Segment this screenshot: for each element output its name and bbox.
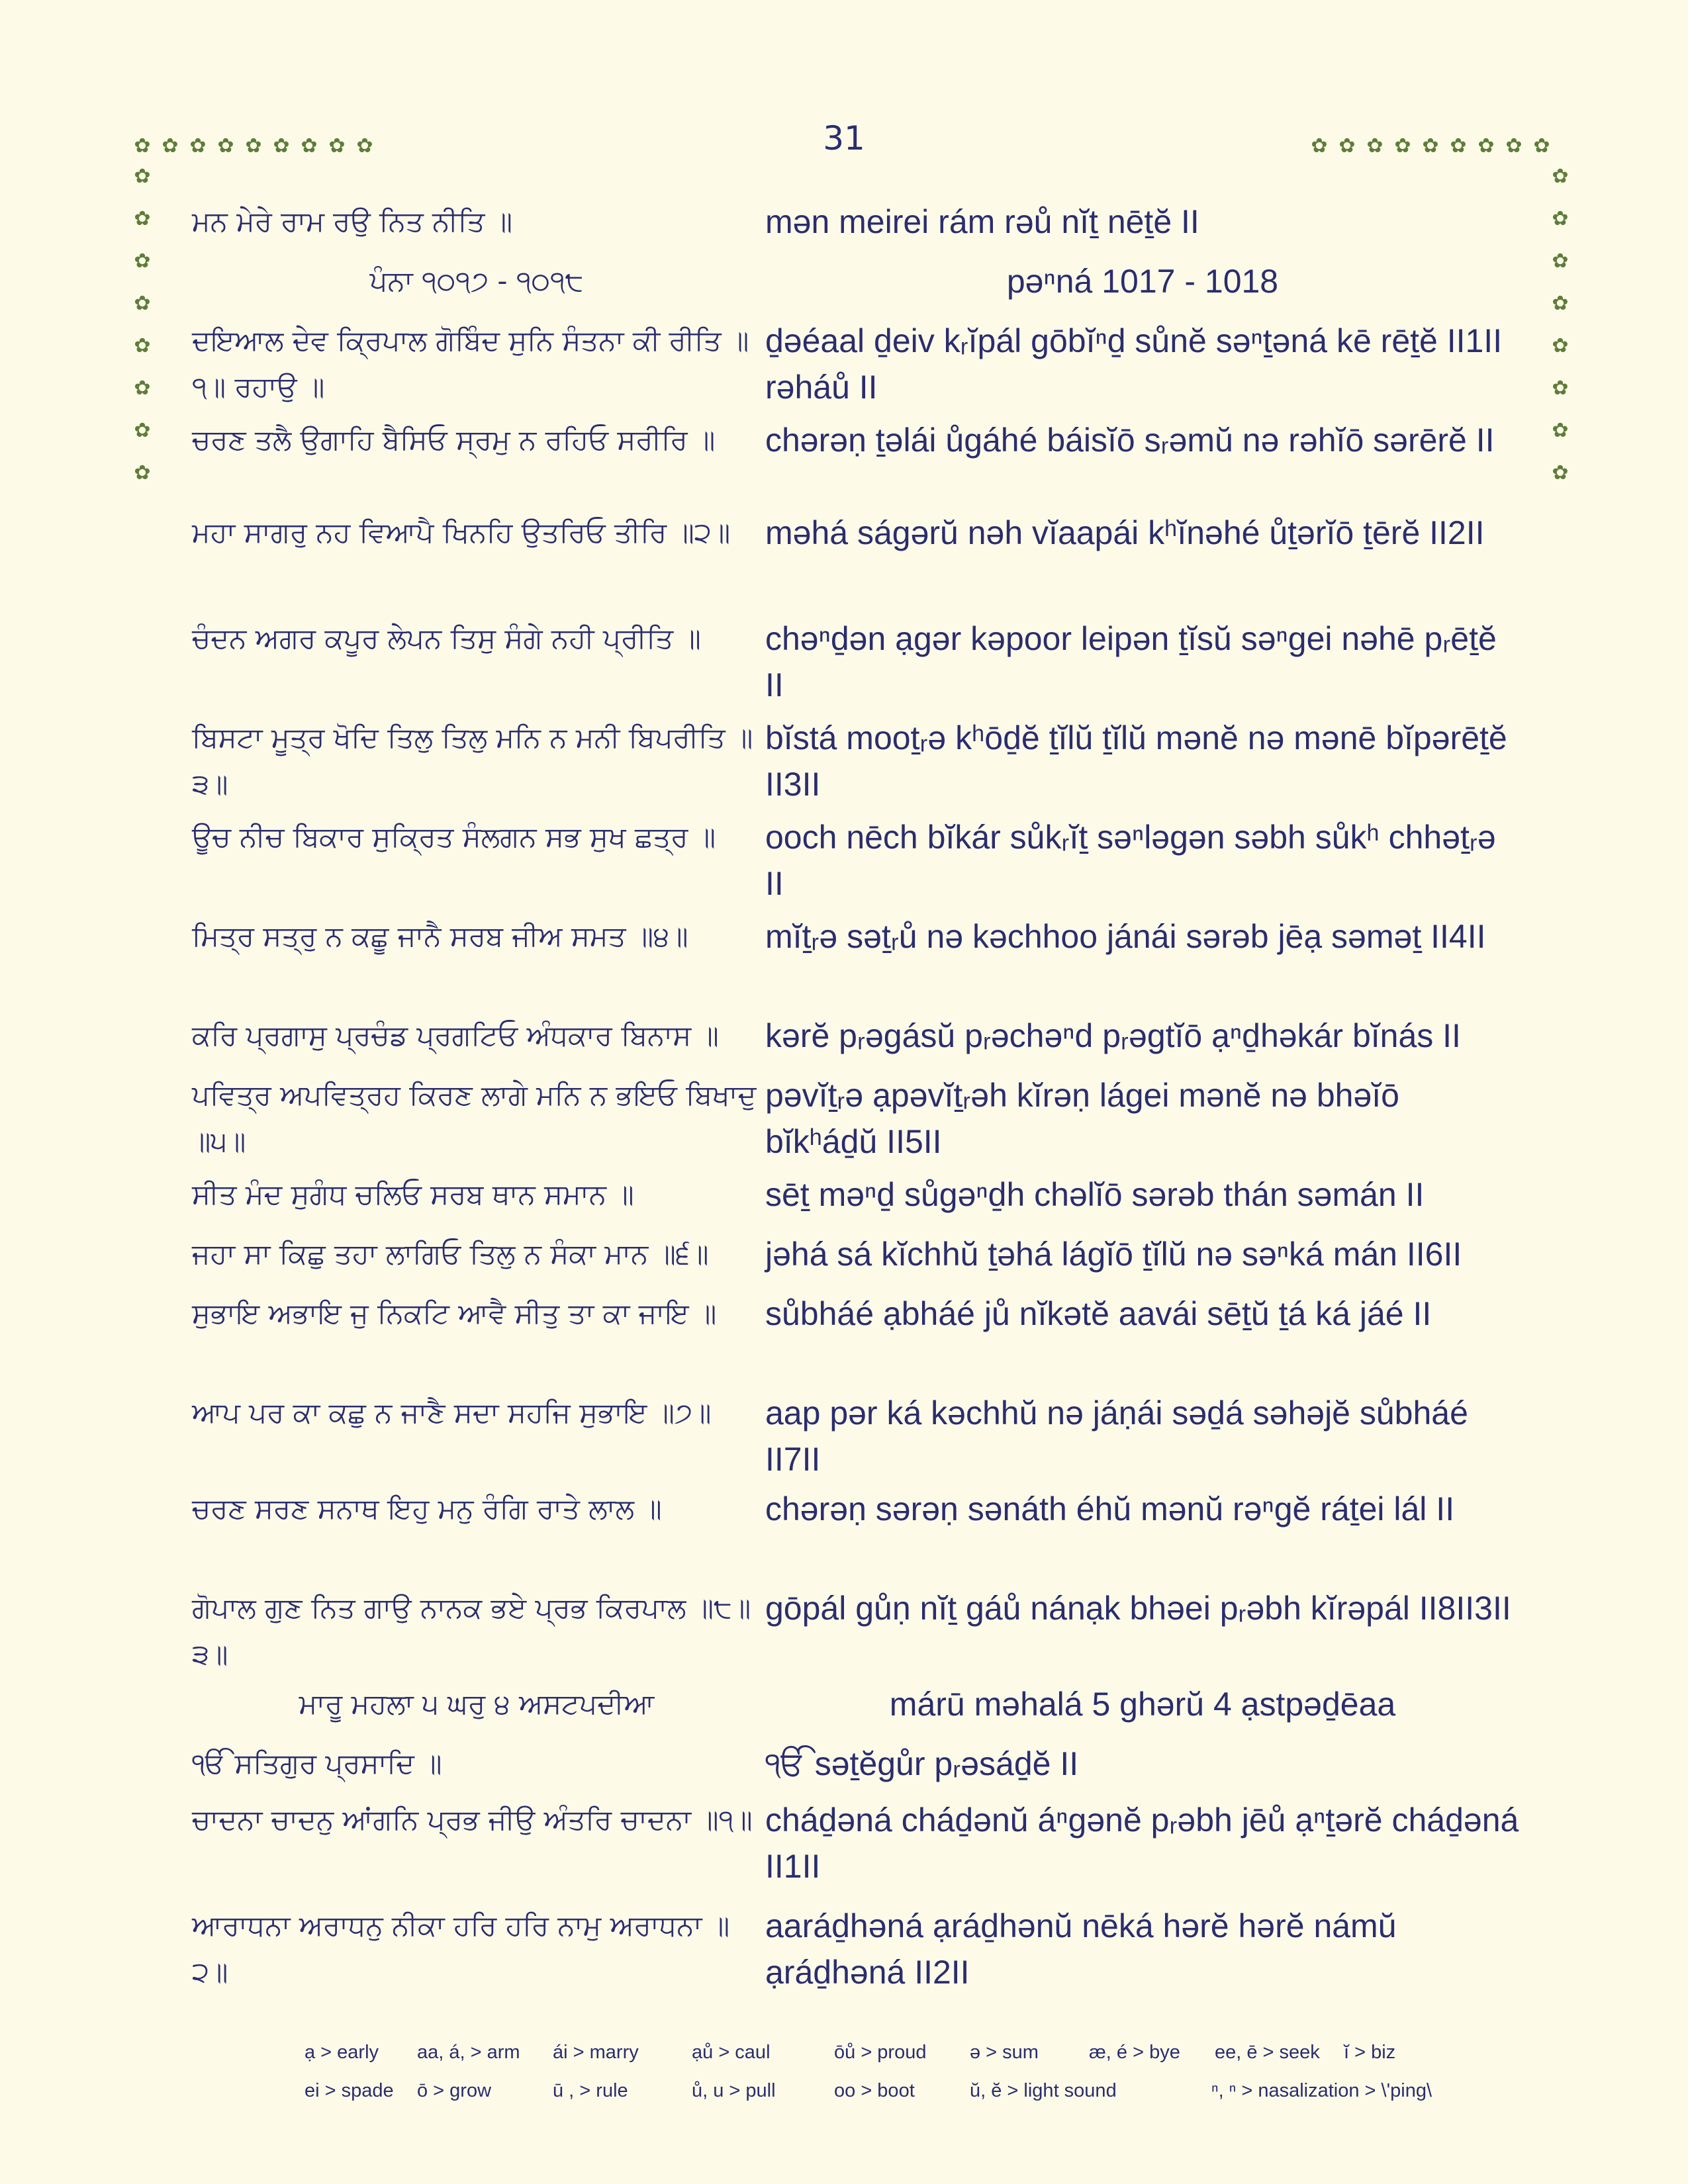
transliteration-text: márū məhalá 5 ghərŭ 4 ạstpəḏēaa bbox=[889, 1686, 1396, 1723]
flower-ornament-icon: ✿ bbox=[328, 134, 346, 158]
transliteration-text: sēṯ məⁿḏ sůgəⁿḏh chəlĭō sərəb thán səmán II bbox=[765, 1176, 1425, 1213]
flower-ornament-icon: ✿ bbox=[134, 134, 151, 158]
flower-ornament-icon: ✿ bbox=[189, 134, 207, 158]
legend-item: ee, ē > seek bbox=[1215, 2042, 1320, 2063]
verse-row bbox=[192, 1072, 1523, 1165]
gurmukhi-text: ਚਰਣ ਤਲੈ ਉਗਾਹਿ ਬੈਸਿਓ ਸ੍ਰਮੁ ਨ ਰਹਿਓ ਸਰੀਰਿ ॥ bbox=[192, 424, 716, 456]
verse-row bbox=[192, 258, 1523, 304]
gurmukhi-text: ਮਨ ਮੇਰੇ ਰਾਮ ਰਉ ਨਿਤ ਨੀਤਿ ॥ bbox=[192, 205, 513, 238]
gurmukhi-text: ਚੰਦਨ ਅਗਰ ਕਪੂਰ ਲੇਪਨ ਤਿਸੁ ਸੰਗੇ ਨਹੀ ਪ੍ਰੀਤਿ ॥ bbox=[192, 622, 701, 655]
transliteration-text: aap pər ká kəchhŭ nə jáṇái səḏá səhəjĕ sůbháé II7II bbox=[765, 1394, 1468, 1478]
verse-row bbox=[192, 814, 1523, 902]
legend-item: ạů > caul bbox=[692, 2042, 771, 2063]
flower-ornament-icon: ✿ bbox=[217, 134, 234, 158]
flower-ornament-icon: ✿ bbox=[134, 334, 151, 357]
transliteration-text: ḏəéaal ḏeiv kᵣĭpál gōbĭⁿḏ sůnĕ səⁿṯəná kē rēṯĕ II1II rəháů II bbox=[765, 322, 1503, 406]
transliteration-text: mən meirei rám rəů nĭṯ nēṯĕ II bbox=[765, 203, 1199, 240]
gurmukhi-text: ਆਰਾਧਨਾ ਅਰਾਧਨੁ ਨੀਕਾ ਹਰਿ ਹਰਿ ਨਾਮੁ ਅਰਾਧਨਾ ॥੨॥ bbox=[192, 1909, 730, 1988]
transliteration-text: bĭstá mooṯᵣə kʰōḏĕ ṯĭlŭ ṯĭlŭ mənĕ nə mənē bĭpərēṯĕ II3II bbox=[765, 719, 1507, 803]
flower-ornament-icon: ✿ bbox=[1552, 461, 1569, 484]
legend-item: ə > sum bbox=[970, 2042, 1039, 2063]
transliteration-text: mĭṯᵣə səṯᵣů nə kəchhoo jánái sərəb jēạ səməṯ II4II bbox=[765, 918, 1486, 955]
verse-row bbox=[192, 1797, 1523, 1885]
flower-ornament-icon: ✿ bbox=[1552, 207, 1569, 230]
flower-ornament-icon: ✿ bbox=[1552, 165, 1569, 188]
flower-ornament-icon: ✿ bbox=[1311, 134, 1328, 158]
flower-ornament-icon: ✿ bbox=[301, 134, 318, 158]
flower-ornament-icon: ✿ bbox=[134, 292, 151, 315]
gurmukhi-text: ਮਿਤ੍ਰ ਸਤ੍ਰੁ ਨ ਕਛੂ ਜਾਨੈ ਸਰਬ ਜੀਅ ਸਮਤ ॥੪॥ bbox=[192, 920, 688, 952]
transliteration-text: aaráḏhəná ạráḏhənŭ nēká hərĕ hərĕ námŭ ạráḏhəná II2II bbox=[765, 1907, 1397, 1991]
gurmukhi-text: ੴ ਸਤਿਗੁਰ ਪ੍ਰਸਾਦਿ ॥ bbox=[192, 1747, 442, 1780]
verse-row bbox=[192, 510, 1523, 556]
legend-item: ⁿ, ⁿ > nasalization > \'ping\ bbox=[1211, 2080, 1432, 2101]
transliteration-text: pəvĭṯᵣə ạpəvĭṯᵣəh kĭrəṇ lágei mənĕ nə bhəĭō bĭkʰáḏŭ II5II bbox=[765, 1077, 1399, 1160]
transliteration-text: pəⁿná 1017 - 1018 bbox=[1006, 263, 1279, 300]
flower-ornament-icon: ✿ bbox=[1450, 134, 1467, 158]
flower-ornament-icon: ✿ bbox=[162, 134, 179, 158]
legend-item: ĭ > biz bbox=[1344, 2042, 1396, 2063]
flower-ornament-icon: ✿ bbox=[245, 134, 262, 158]
verse-row bbox=[192, 199, 1523, 245]
verse-row bbox=[192, 1681, 1523, 1727]
verse-row bbox=[192, 1390, 1523, 1478]
flower-ornament-icon: ✿ bbox=[1533, 134, 1550, 158]
flower-ornament-icon: ✿ bbox=[134, 419, 151, 442]
legend-item: ō > grow bbox=[417, 2080, 492, 2101]
gurmukhi-text: ਊਚ ਨੀਚ ਬਿਕਾਰ ਸੁਕ੍ਰਿਤ ਸੰਲਗਨ ਸਭ ਸੁਖ ਛਤ੍ਰ ॥ bbox=[192, 821, 716, 853]
transliteration-text: sůbháé ạbháé jů nĭkətĕ aavái sēṯŭ ṯá ká jáé II bbox=[765, 1295, 1432, 1332]
transliteration-text: chərəṇ sərəṇ sənáth éhŭ mənŭ rəⁿgĕ ráṯei lál II bbox=[765, 1490, 1455, 1527]
verse-row bbox=[192, 1231, 1523, 1277]
flower-ornament-icon: ✿ bbox=[1552, 419, 1569, 442]
transliteration-text: ੴ səṯĕgůr pᵣəsáḏĕ II bbox=[765, 1745, 1079, 1782]
transliteration-text: chərəṇ ṯəlái ůgáhé báisĭō sᵣəmŭ nə rəhĭō sərērĕ II bbox=[765, 422, 1495, 459]
flower-ornament-icon: ✿ bbox=[1394, 134, 1411, 158]
transliteration-text: jəhá sá kĭchhŭ ṯəhá lágĭō ṯĭlŭ nə səⁿká mán II6II bbox=[765, 1236, 1462, 1273]
flower-ornament-icon: ✿ bbox=[1477, 134, 1495, 158]
transliteration-text: ooch nēch bĭkár sůkᵣĭṯ səⁿləgən səbh sůkʰ chhəṯᵣə II bbox=[765, 819, 1496, 902]
verse-row bbox=[192, 1013, 1523, 1059]
legend-item: aa, á, > arm bbox=[417, 2042, 520, 2063]
page-number: 31 bbox=[823, 119, 865, 158]
legend-item: ōů > proud bbox=[834, 2042, 927, 2063]
gurmukhi-text: ਜਹਾ ਸਾ ਕਿਛੁ ਤਹਾ ਲਾਗਿਓ ਤਿਲੁ ਨ ਸੰਕਾ ਮਾਨ ॥੬॥ bbox=[192, 1238, 709, 1270]
flower-ornament-icon: ✿ bbox=[134, 377, 151, 400]
flower-ornament-icon: ✿ bbox=[134, 165, 151, 188]
flower-ornament-icon: ✿ bbox=[1338, 134, 1356, 158]
verse-row bbox=[192, 318, 1523, 410]
gurmukhi-text: ਸੀਤ ਮੰਦ ਸੁਗੰਧ ਚਲਿਓ ਸਰਬ ਥਾਨ ਸਮਾਨ ॥ bbox=[192, 1178, 634, 1210]
verse-row bbox=[192, 417, 1523, 463]
flower-ornament-icon: ✿ bbox=[1552, 250, 1569, 273]
flower-ornament-icon: ✿ bbox=[1422, 134, 1439, 158]
gurmukhi-text: ਗੋਪਾਲ ਗੁਣ ਨਿਤ ਗਾਉ ਨਾਨਕ ਭਏ ਪ੍ਰਭ ਕਿਰਪਾਲ ॥੮॥੩॥ bbox=[192, 1592, 751, 1670]
gurmukhi-text: ਪੰਨਾ ੧੦੧੭ - ੧੦੧੮ bbox=[369, 265, 584, 297]
flower-ornament-icon: ✿ bbox=[1366, 134, 1383, 158]
verse-row bbox=[192, 1585, 1523, 1678]
verse-row bbox=[192, 1903, 1523, 1995]
verse-row bbox=[192, 1291, 1523, 1337]
flower-ornament-icon: ✿ bbox=[134, 250, 151, 273]
verse-row bbox=[192, 715, 1523, 807]
gurmukhi-text: ਚਾਦਨਾ ਚਾਦਨੁ ਆਂਗਨਿ ਪ੍ਰਭ ਜੀਉ ਅੰਤਰਿ ਚਾਦਨਾ ॥੧॥ bbox=[192, 1803, 753, 1836]
flower-ornament-icon: ✿ bbox=[1505, 134, 1523, 158]
gurmukhi-text: ਆਪ ਪਰ ਕਾ ਕਛੁ ਨ ਜਾਣੈ ਸਦਾ ਸਹਜਿ ਸੁਭਾਇ ॥੭॥ bbox=[192, 1396, 712, 1429]
gurmukhi-text: ਮਹਾ ਸਾਗਰੁ ਨਹ ਵਿਆਪੈ ਖਿਨਹਿ ਉਤਰਿਓ ਤੀਰਿ ॥੨॥ bbox=[192, 516, 731, 549]
transliteration-text: gōpál gůṇ nĭṯ gáů nánạk bhəei pᵣəbh kĭrəpál II8II3II bbox=[765, 1590, 1511, 1627]
legend-item: ŭ, ĕ > light sound bbox=[970, 2080, 1117, 2101]
legend-item: ái > marry bbox=[553, 2042, 639, 2063]
gurmukhi-text: ਪਵਿਤ੍ਰ ਅਪਵਿਤ੍ਰਹ ਕਿਰਣ ਲਾਗੇ ਮਨਿ ਨ ਭਇਓ ਬਿਖਾਦੁ ॥੫॥ bbox=[192, 1079, 757, 1158]
verse-row bbox=[192, 1171, 1523, 1218]
gurmukhi-text: ਬਿਸਟਾ ਮੂਤ੍ਰ ਖੋਦਿ ਤਿਲੁ ਤਿਲੁ ਮਨਿ ਨ ਮਨੀ ਬਿਪਰੀਤਿ ॥੩॥ bbox=[192, 721, 753, 800]
verse-row bbox=[192, 1741, 1523, 1787]
gurmukhi-text: ਚਰਣ ਸਰਣ ਸਨਾਥ ਇਹੁ ਮਨੁ ਰੰਗਿ ਰਾਤੇ ਲਾਲ ॥ bbox=[192, 1492, 662, 1525]
gurmukhi-text: ਮਾਰੂ ਮਹਲਾ ੫ ਘਰੁ ੪ ਅਸਟਪਦੀਆ bbox=[299, 1688, 655, 1720]
transliteration-text: cháḏəná cháḏənŭ áⁿgənĕ pᵣəbh jēů ạⁿṯərĕ cháḏəná II1II bbox=[765, 1801, 1519, 1885]
verse-row bbox=[192, 913, 1523, 960]
flower-ornament-icon: ✿ bbox=[273, 134, 290, 158]
flower-ornament-icon: ✿ bbox=[1552, 377, 1569, 400]
verse-row bbox=[192, 615, 1523, 704]
legend-item: ei > spade bbox=[305, 2080, 394, 2101]
legend-item: ạ > early bbox=[305, 2042, 379, 2063]
flower-ornament-icon: ✿ bbox=[1552, 292, 1569, 315]
flower-ornament-icon: ✿ bbox=[134, 207, 151, 230]
flower-ornament-icon: ✿ bbox=[1552, 334, 1569, 357]
gurmukhi-text: ਕਰਿ ਪ੍ਰਗਾਸੁ ਪ੍ਰਚੰਡ ਪ੍ਰਗਟਿਓ ਅੰਧਕਾਰ ਬਿਨਾਸ ॥ bbox=[192, 1019, 719, 1052]
flower-ornament-icon: ✿ bbox=[134, 461, 151, 484]
verse-row bbox=[192, 1486, 1523, 1532]
gurmukhi-text: ਸੁਭਾਇ ਅਭਾਇ ਜੁ ਨਿਕਟਿ ਆਵੈ ਸੀਤੁ ਤਾ ਕਾ ਜਾਇ ॥ bbox=[192, 1297, 717, 1330]
legend-item: ū , > rule bbox=[553, 2080, 628, 2101]
legend-item: ů, u > pull bbox=[692, 2080, 776, 2101]
transliteration-text: kərĕ pᵣəgásŭ pᵣəchəⁿd pᵣəgtĭō ạⁿḏhəkár bĭnás II bbox=[765, 1017, 1461, 1054]
transliteration-text: chəⁿḏən ạgər kəpoor leipən ṯĭsŭ səⁿgei nəhē pᵣēṯĕ II bbox=[765, 620, 1497, 704]
flower-ornament-icon: ✿ bbox=[356, 134, 373, 158]
transliteration-text: məhá ságərŭ nəh vĭaapái kʰĭnəhé ůṯərĭō ṯērĕ II2II bbox=[765, 514, 1485, 551]
legend-item: oo > boot bbox=[834, 2080, 915, 2101]
legend-item: æ, é > bye bbox=[1089, 2042, 1180, 2063]
gurmukhi-text: ਦਇਆਲ ਦੇਵ ਕ੍ਰਿਪਾਲ ਗੋਬਿੰਦ ਸੁਨਿ ਸੰਤਨਾ ਕੀ ਰੀਤਿ ॥੧॥ ਰਹਾਉ ॥ bbox=[192, 324, 749, 403]
